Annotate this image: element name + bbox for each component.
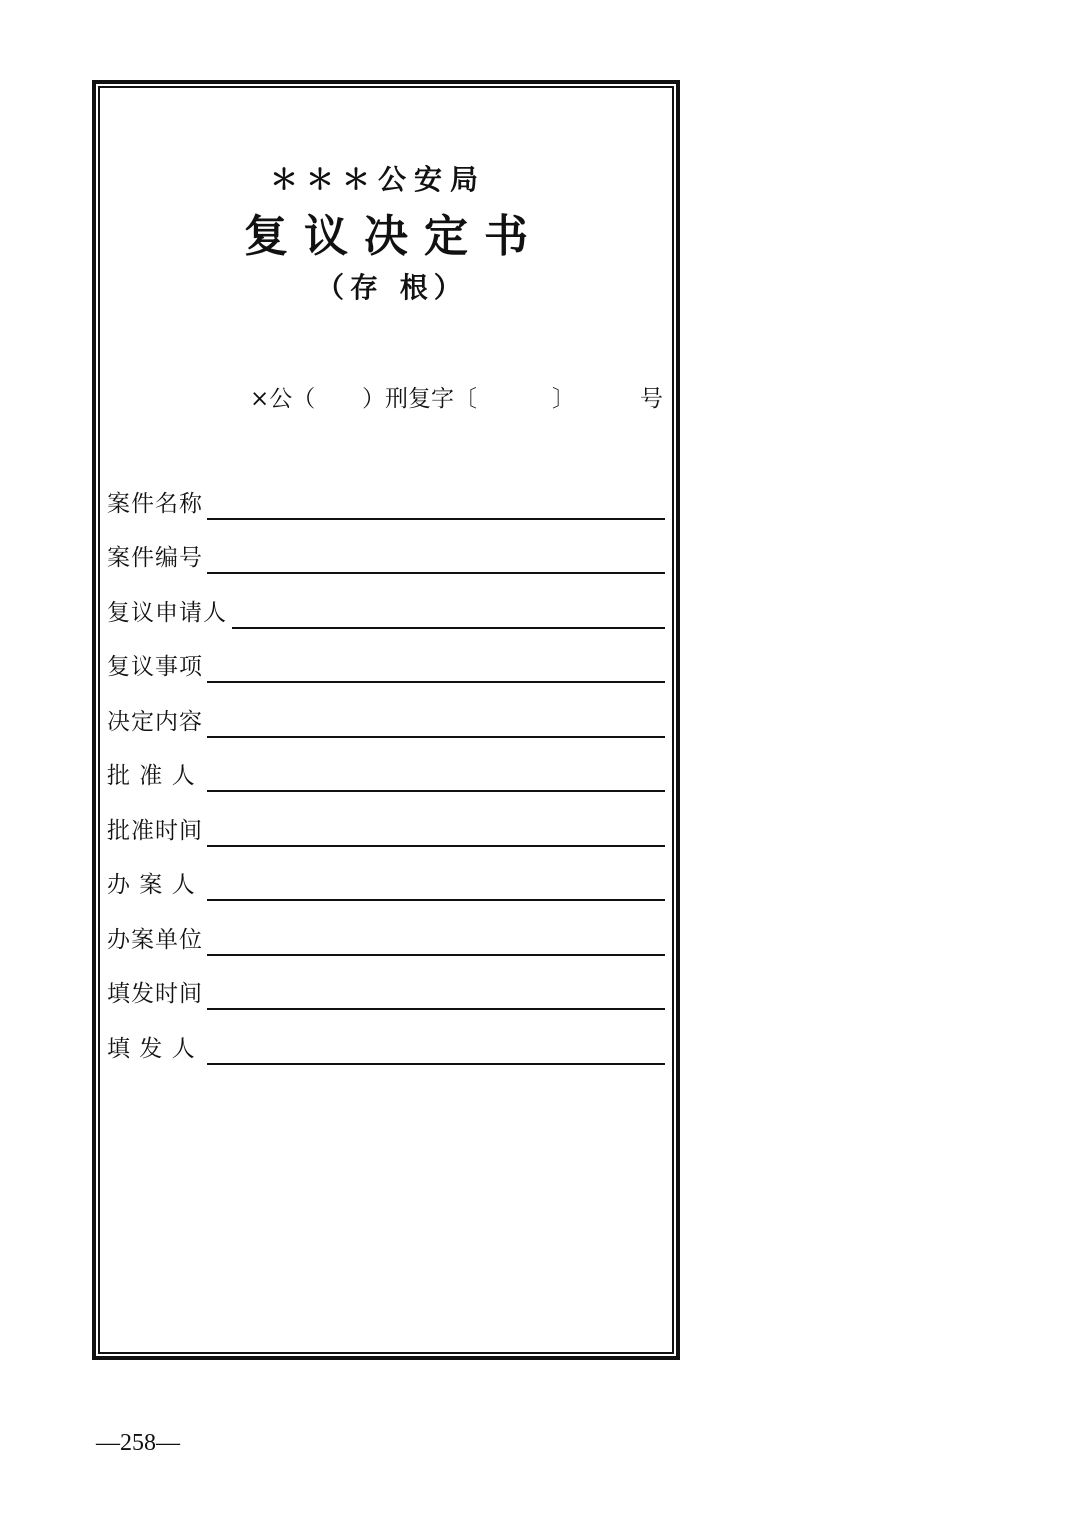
field-blank-line[interactable]: [207, 1063, 665, 1065]
field-label: 复议事项: [107, 654, 203, 680]
field-label: 填发时间: [107, 981, 203, 1007]
field-review-matter: [107, 649, 665, 683]
stub-label: （存 根）: [316, 271, 468, 304]
field-blank-line[interactable]: [207, 736, 665, 738]
doc-number-prefix: ×公（: [250, 386, 316, 412]
field-blank-line[interactable]: [207, 899, 665, 901]
field-case-name: [107, 486, 665, 520]
field-approval-time: [107, 813, 665, 847]
field-label: 案件名称: [107, 491, 203, 517]
field-label: 批准时间: [107, 818, 203, 844]
field-decision-content: [107, 704, 665, 738]
field-blank-line[interactable]: [207, 572, 665, 574]
field-blank-line[interactable]: [207, 518, 665, 520]
doc-number-middle: ）刑复字〔: [362, 386, 477, 412]
document-number: [250, 380, 670, 410]
doc-number-suffix: 号: [640, 386, 663, 412]
agency-name: ＊＊＊公安局: [270, 163, 487, 196]
field-blank-line[interactable]: [207, 681, 665, 683]
field-case-number: [107, 540, 665, 574]
field-label: 复议申请人: [107, 600, 227, 626]
field-issuer: [107, 1031, 665, 1065]
field-approver: [107, 758, 665, 792]
page-number: —258—: [96, 1430, 180, 1456]
field-label: 决定内容: [107, 709, 203, 735]
field-case-handler: [107, 867, 665, 901]
field-blank-line[interactable]: [207, 954, 665, 956]
field-issue-time: [107, 976, 665, 1010]
field-label: 办案单位: [107, 927, 203, 953]
field-blank-line[interactable]: [207, 1008, 665, 1010]
field-blank-line[interactable]: [207, 845, 665, 847]
field-blank-line[interactable]: [232, 627, 665, 629]
field-blank-line[interactable]: [207, 790, 665, 792]
field-applicant: [107, 595, 665, 629]
doc-number-close: 〕: [552, 386, 575, 412]
field-handling-unit: [107, 922, 665, 956]
document-title: 复议决定书: [244, 211, 544, 262]
field-label: 批 准 人: [107, 763, 196, 789]
field-label: 办 案 人: [107, 872, 196, 898]
field-label: 填 发 人: [107, 1036, 196, 1062]
field-label: 案件编号: [107, 545, 203, 571]
